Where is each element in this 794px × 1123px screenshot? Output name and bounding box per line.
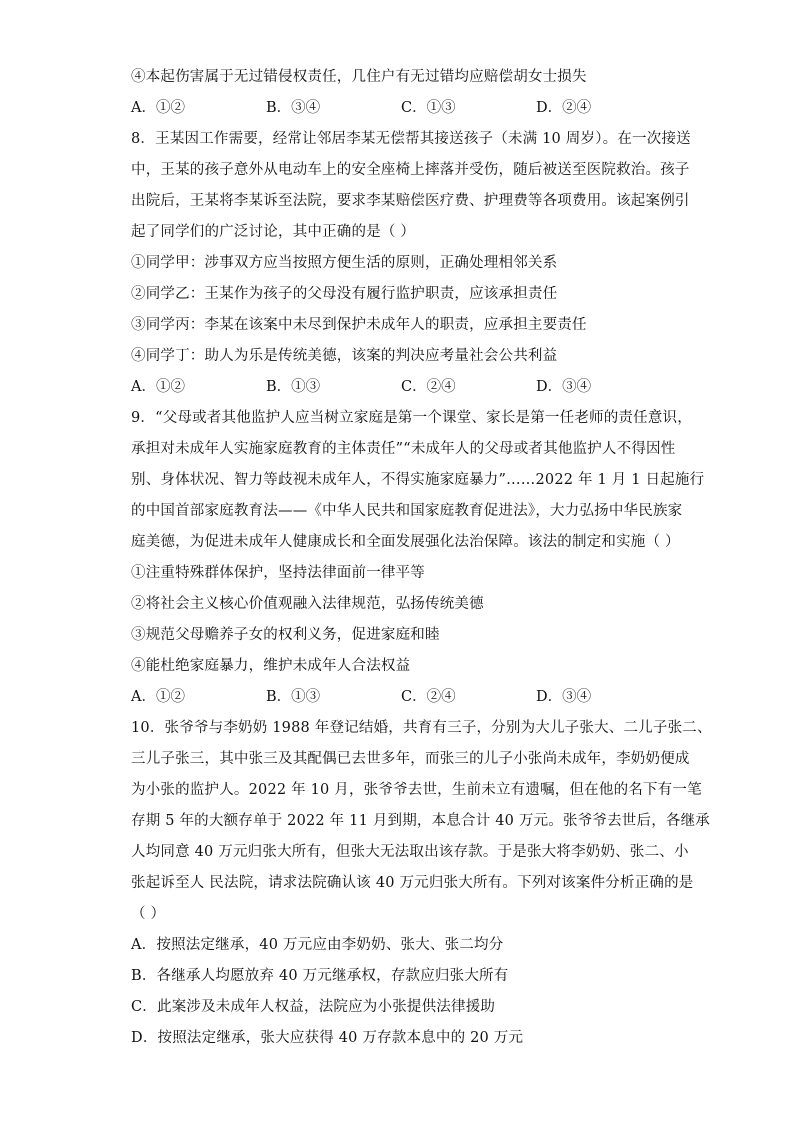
q7-option-b: B．③④ bbox=[266, 100, 321, 116]
q8-stem-line: 8．王某因工作需要，经常让邻居李某无偿帮其接送孩子（未满 10 周岁）。在一次接送 bbox=[131, 131, 691, 147]
q10-stem-line: 10．张爷爷与李奶奶 1988 年登记结婚，共育有三子，分别为大儿子张大、二儿子张二、 bbox=[131, 720, 712, 736]
q8-stem bbox=[131, 124, 691, 248]
q8-statement-4: ④同学丁：助人为乐是传统美德，该案的判决应考量社会公共利益 bbox=[131, 348, 558, 364]
q9-option-d: D．③④ bbox=[536, 689, 592, 705]
q10-stem-line: 为小张的监护人。2022 年 10 月，张爷爷去世，生前未立有遗嘱，但在他的名下有一笔 bbox=[131, 782, 702, 798]
q10-stem-line: 三儿子张三，其中张三及其配偶已去世多年，而张三的儿子小张尚未成年，李奶奶便成 bbox=[131, 751, 690, 767]
q9-stem-line: 别、身体状况、智力等歧视未成年人，不得实施家庭暴力”……2022 年 1 月 1 日起施行 bbox=[131, 472, 705, 488]
q8-statement-3: ③同学丙：李某在该案中未尽到保护未成年人的职责，应承担主要责任 bbox=[131, 317, 587, 333]
q10-stem-line: 人均同意 40 万元归张大所有，但张大无法取出该存款。于是张大将李奶奶、张二、小 bbox=[131, 844, 689, 860]
q8-stem-line: 出院后，王某将李某诉至法院，要求李某赔偿医疗费、护理费等各项费用。该起案例引 bbox=[131, 193, 690, 209]
q7-option-d: D．②④ bbox=[536, 100, 592, 116]
q8-statements bbox=[131, 248, 671, 372]
q9-statement-1: ①注重特殊群体保护，坚持法律面前一律平等 bbox=[131, 565, 425, 581]
q9-stem-line: 9．“父母或者其他监护人应当树立家庭是第一个课堂、家长是第一任老师的责任意识， bbox=[131, 410, 692, 426]
q8-stem-line: 起了同学们的广泛讨论，其中正确的是（ ） bbox=[131, 224, 416, 240]
q10-stem-line: 张起诉至人 民法院，请求法院确认该 40 万元归张大所有。下列对该案件分析正确的是 bbox=[131, 875, 694, 891]
q9-stem bbox=[131, 403, 705, 558]
q9-statement-4: ④能杜绝家庭暴力，维护未成年人合法权益 bbox=[131, 658, 411, 674]
q8-option-c: C．②④ bbox=[401, 379, 456, 395]
q7-option-a: A．①② bbox=[131, 100, 185, 116]
q8-option-b: B．①③ bbox=[266, 379, 321, 395]
q9-stem-line: 的中国首部家庭教育法——《中华人民共和国家庭教育促进法》，大力弘扬中华民族家 bbox=[131, 503, 683, 519]
q9-statement-3: ③规范父母赡养子女的权利义务，促进家庭和睦 bbox=[131, 627, 440, 643]
q8-option-a: A．①② bbox=[131, 379, 185, 395]
q8-statement-2: ②同学乙：王某作为孩子的父母没有履行监护职责，应该承担责任 bbox=[131, 286, 558, 302]
q9-statements bbox=[131, 558, 671, 682]
q9-option-c: C．②④ bbox=[401, 689, 456, 705]
q7-option-c: C．①③ bbox=[401, 100, 456, 116]
q8-stem-line: 中，王某的孩子意外从电动车上的安全座椅上摔落并受伤，随后被送至医院救治。孩子 bbox=[131, 162, 690, 178]
q9-option-b: B．①③ bbox=[266, 689, 321, 705]
q10-stem-line: （ ） bbox=[131, 906, 166, 922]
q10-choice-b: B．各继承人均愿放弃 40 万元继承权，存款应归张大所有 bbox=[131, 968, 509, 984]
q10-choice-d: D．按照法定继承，张大应获得 40 万存款本息中的 20 万元 bbox=[131, 1030, 524, 1046]
q9-statement-2: ②将社会主义核心价值观融入法律规范，弘扬传统美德 bbox=[131, 596, 484, 612]
q10-choice-c: C．此案涉及未成年人权益，法院应为小张提供法律援助 bbox=[131, 999, 496, 1015]
page-content bbox=[131, 62, 712, 1054]
q9-options bbox=[131, 682, 671, 713]
q10-stem bbox=[131, 713, 712, 930]
q10-choice-a: A．按照法定继承，40 万元应由李奶奶、张大、张二均分 bbox=[131, 937, 504, 953]
q10-choices bbox=[131, 930, 671, 1054]
q7-options bbox=[131, 93, 671, 124]
q8-statement-1: ①同学甲：涉事双方应当按照方便生活的原则，正确处理相邻关系 bbox=[131, 255, 558, 271]
q9-stem-line: 承担对未成年人实施家庭教育的主体责任”“未成年人的父母或者其他监护人不得因性 bbox=[131, 441, 676, 457]
q7-statement-4: ④本起伤害属于无过错侵权责任，几住户有无过错均应赔偿胡女士损失 bbox=[131, 69, 587, 85]
q9-stem-line: 庭美德，为促进未成年人健康成长和全面发展强化法治保障。该法的制定和实施（ ） bbox=[131, 534, 680, 550]
q9-option-a: A．①② bbox=[131, 689, 185, 705]
q8-option-d: D．③④ bbox=[536, 379, 592, 395]
q8-options bbox=[131, 372, 671, 403]
q10-stem-line: 存期 5 年的大额存单于 2022 年 11 月到期，本息合计 40 万元。张爷爷去世后，各继承 bbox=[131, 813, 710, 829]
